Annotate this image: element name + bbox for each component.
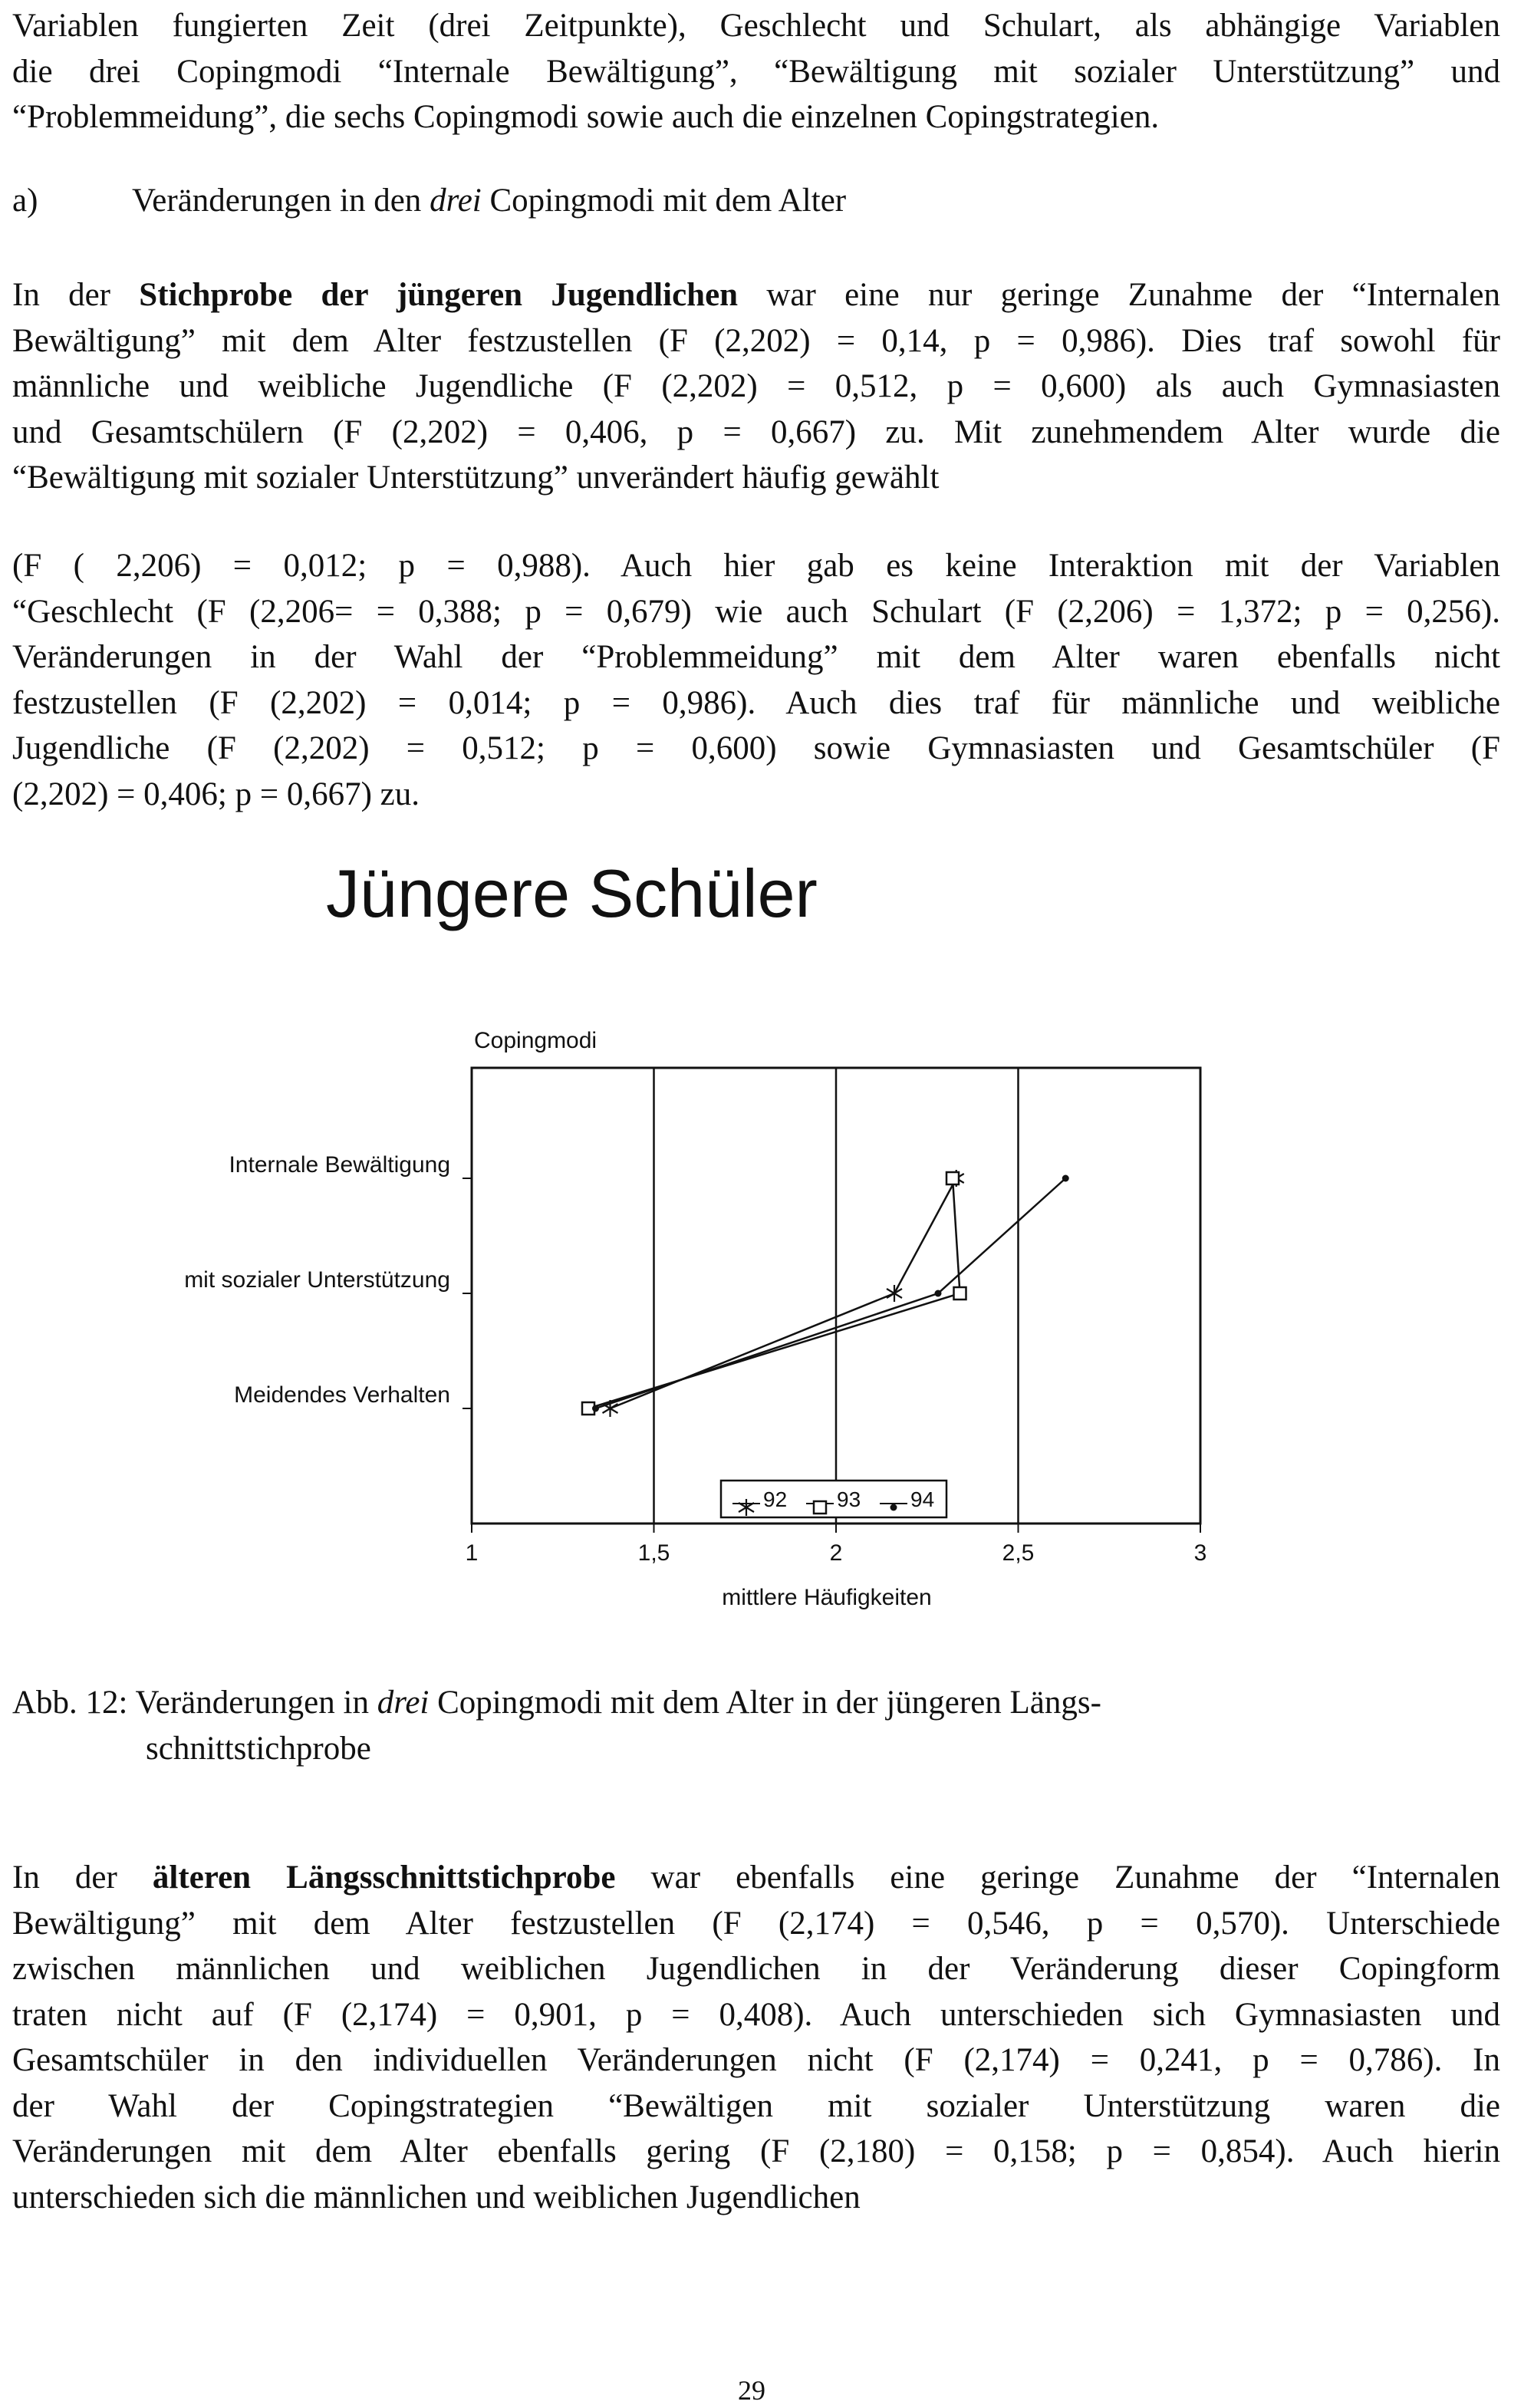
- section-number: a): [12, 183, 38, 219]
- bold-term: älteren Längsschnittstichprobe: [152, 1860, 616, 1896]
- bold-term: Stichprobe der jüngeren Jugendlichen: [139, 277, 739, 313]
- figure-caption: [12, 1680, 1101, 1772]
- x-axis: [466, 1524, 1207, 1566]
- text-line: unterschieden sich die männlichen und weiblichen Jugendlichen: [12, 2179, 861, 2215]
- data-point-94: [1062, 1175, 1069, 1182]
- series-line-93: [588, 1178, 960, 1408]
- x-tick-label: 3: [1193, 1540, 1207, 1566]
- x-tick-label: 1: [465, 1540, 479, 1566]
- section-heading: [12, 178, 846, 224]
- section-title-pre: Veränderungen in den: [132, 183, 430, 219]
- text-line: Bewältigung” mit dem Alter festzustellen (F (2,174) = 0,546, p = 0,570). Unterschiede: [12, 1905, 1500, 1942]
- line-chart: [0, 997, 1534, 1626]
- caption-continuation: schnittstichprobe: [146, 1731, 371, 1767]
- text-line: der Wahl der Copingstrategien “Bewältigen mit sozialer Unterstützung waren die: [12, 2087, 1500, 2124]
- text-line: zwischen männlichen und weiblichen Jugendlichen in der Veränderung dieser Copingform: [12, 1951, 1500, 1987]
- y-tick-label: Meidendes Verhalten: [234, 1382, 450, 1408]
- text-line: (2,202) = 0,406; p = 0,667) zu.: [12, 776, 420, 812]
- paragraph-statistics: [12, 543, 1500, 817]
- text-line: männliche und weibliche Jugendliche (F (2,202) = 0,512, p = 0,600) als auch Gymnasiasten: [12, 368, 1500, 404]
- text-line: [12, 1855, 1500, 1901]
- data-point-94: [935, 1290, 942, 1297]
- y-tick-label: Internale Bewältigung: [229, 1152, 450, 1178]
- text-line: Variablen fungierten Zeit (drei Zeitpunkte), Geschlecht und Schulart, als abhängige Variablen: [12, 8, 1500, 44]
- page-number: 29: [738, 2375, 765, 2406]
- legend-marker: [814, 1501, 826, 1514]
- text-line: “Geschlecht (F (2,206= = 0,388; p = 0,679) wie auch Schulart (F (2,206) = 1,372; p = 0,256).: [12, 593, 1500, 630]
- text-line: “Problemmeidung”, die sechs Copingmodi sowie auch die einzelnen Copingstrategien.: [12, 99, 1160, 135]
- text-line: “Bewältigung mit sozialer Unterstützung” unverändert häufig gewählt: [12, 460, 940, 496]
- paragraph-older-sample: [12, 1855, 1500, 2220]
- section-title-em: drei: [430, 183, 482, 219]
- text-line: Veränderungen mit dem Alter ebenfalls gering (F (2,180) = 0,158; p = 0,854). Auch hierin: [12, 2133, 1500, 2169]
- legend-label: 93: [837, 1487, 861, 1511]
- chart-series: [582, 1170, 1069, 1417]
- caption-text-pre: Veränderungen in: [135, 1685, 377, 1721]
- caption-text-post: Copingmodi mit dem Alter in der jüngeren Längs-: [429, 1685, 1101, 1721]
- text-line: [12, 272, 1500, 318]
- intro-paragraph: [12, 3, 1500, 140]
- x-axis-title: mittlere Häufigkeiten: [722, 1585, 932, 1610]
- text-line: (F ( 2,206) = 0,012; p = 0,988). Auch hier gab es keine Interaktion mit der Variablen: [12, 548, 1500, 584]
- y-axis-title: Copingmodi: [474, 1028, 597, 1053]
- legend-label: 92: [763, 1487, 788, 1511]
- data-point-93: [954, 1287, 966, 1300]
- data-point-92: [887, 1285, 902, 1302]
- text-run: war eine nur geringe Zunahme der “Internalen: [738, 277, 1501, 313]
- paragraph-younger-sample: [12, 272, 1500, 501]
- chart-title: Jüngere Schüler: [326, 855, 818, 931]
- series-line-92: [611, 1178, 956, 1408]
- chart-legend: [721, 1481, 946, 1517]
- y-axis: [184, 1152, 472, 1408]
- caption-label: Abb. 12:: [12, 1685, 136, 1721]
- text-line: Veränderungen in der Wahl der “Problemmeidung” mit dem Alter waren ebenfalls nicht: [12, 639, 1500, 675]
- data-point-93: [946, 1172, 959, 1184]
- series-line-94: [596, 1178, 1066, 1408]
- text-run: In der: [12, 277, 140, 313]
- text-line: traten nicht auf (F (2,174) = 0,901, p = 0,408). Auch unterschieden sich Gymnasiasten und: [12, 1996, 1500, 2033]
- x-tick-label: 2,5: [1002, 1540, 1035, 1566]
- legend-label: 94: [910, 1487, 935, 1511]
- section-title-post: Copingmodi mit dem Alter: [481, 183, 847, 219]
- text-line: Gesamtschüler in den individuellen Veränderungen nicht (F (2,174) = 0,241, p = 0,786). In: [12, 2042, 1500, 2078]
- text-line: festzustellen (F (2,202) = 0,014; p = 0,986). Auch dies traf für männliche und weibliche: [12, 684, 1500, 721]
- data-point-94: [592, 1405, 599, 1412]
- y-tick-label: mit sozialer Unterstützung: [184, 1267, 450, 1293]
- text-line: Jugendliche (F (2,202) = 0,512; p = 0,600) sowie Gymnasiasten und Gesamtschüler (F: [12, 730, 1500, 766]
- text-run: war ebenfalls eine geringe Zunahme der “Internalen: [615, 1860, 1500, 1896]
- x-tick-label: 1,5: [637, 1540, 670, 1566]
- text-line: die drei Copingmodi “Internale Bewältigung”, “Bewältigung mit sozialer Unterstützung” und: [12, 53, 1500, 90]
- text-run: In der: [12, 1860, 153, 1896]
- caption-text-em: drei: [377, 1685, 430, 1721]
- text-line: Bewältigung” mit dem Alter festzustellen (F (2,202) = 0,14, p = 0,986). Dies traf sowohl für: [12, 322, 1500, 359]
- text-line: und Gesamtschülern (F (2,202) = 0,406, p = 0,667) zu. Mit zunehmendem Alter wurde die: [12, 413, 1500, 450]
- legend-marker: [890, 1504, 897, 1511]
- x-tick-label: 2: [829, 1540, 843, 1566]
